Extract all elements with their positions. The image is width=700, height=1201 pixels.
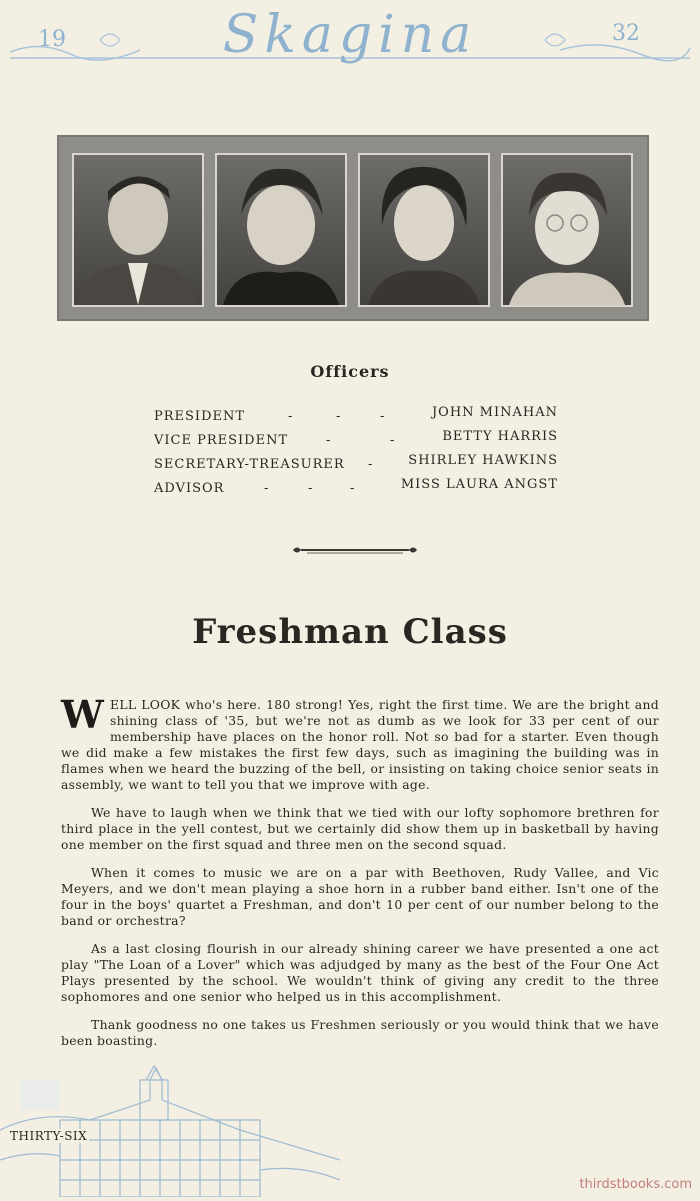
paragraph: When it comes to music we are on a par with Beethoven, Rudy Vallee, and Vic Meyers, and we don't mean playing a shoe horn in a rubber band either. Isn't one of the four in the boys' quartet a Freshman, and don't 10 per cent of our number belong to the band or orchestra? bbox=[61, 865, 659, 928]
yearbook-header bbox=[0, 0, 700, 80]
article-body bbox=[61, 692, 659, 1061]
paragraph: As a last closing flourish in our already shining career we have presented a one act play "The Loan of a Lover" which was adjudged by many as the best of the Four One Act Plays presented by the school. We wouldn't think of giving any credit to the three sophomores and one senior who helped us in this accomplishment. bbox=[61, 941, 659, 1004]
watermark: thirdstbooks.com bbox=[579, 1177, 692, 1192]
dash-leader: - bbox=[288, 409, 294, 424]
portrait-photo bbox=[215, 153, 347, 307]
header-title: Skagina bbox=[222, 5, 478, 65]
portrait-photo bbox=[72, 153, 204, 307]
officer-row bbox=[154, 405, 558, 429]
officer-name: JOHN MINAHAN bbox=[431, 405, 558, 420]
header-year-left: 19 bbox=[38, 27, 66, 52]
page-number: THIRTY-SIX bbox=[10, 1129, 88, 1143]
officer-name: BETTY HARRIS bbox=[442, 429, 558, 444]
ornamental-divider bbox=[293, 541, 417, 553]
portrait-photo bbox=[501, 153, 633, 307]
paragraph: Thank goodness no one takes us Freshmen seriously or you would think that we have been boasting. bbox=[61, 1017, 659, 1048]
dash-leader: - bbox=[368, 457, 374, 472]
dash-leader: - bbox=[350, 481, 356, 496]
officer-row bbox=[154, 453, 558, 477]
paragraph: We have to laugh when we think that we tied with our lofty sophomore brethren for third place in the yell contest, but we certainly did show them up in basketball by having one member on the first squad and three men on the second squad. bbox=[61, 805, 659, 852]
dash-leader: - bbox=[264, 481, 270, 496]
officer-row bbox=[154, 429, 558, 453]
paragraph-text: ELL LOOK who's here. 180 strong! Yes, right the first time. We are the bright and shining class of '35, but we're not as dumb as we look for 33 per cent of our membership have places on the honor roll. Not so bad for a starter. Even though we did make a few mistakes the first few days, such as imagining the building was in flames when we heard the buzzing of the bell, or insisting on taking choice senior seats in assembly, we want to tell you that we improve with age. bbox=[61, 697, 659, 792]
officer-name: MISS LAURA ANGST bbox=[400, 477, 558, 492]
portrait-photo bbox=[358, 153, 490, 307]
officer-title: PRESIDENT bbox=[154, 409, 246, 424]
drop-cap: W bbox=[61, 692, 104, 737]
section-title: Freshman Class bbox=[192, 612, 508, 652]
paragraph bbox=[61, 692, 659, 793]
officer-title: ADVISOR bbox=[154, 481, 225, 496]
header-year-right: 32 bbox=[612, 21, 640, 46]
officers-heading: Officers bbox=[310, 362, 390, 381]
officer-title: VICE PRESIDENT bbox=[154, 433, 289, 448]
dash-leader: - bbox=[326, 433, 332, 448]
dash-leader: - bbox=[308, 481, 314, 496]
dash-leader: - bbox=[380, 409, 386, 424]
dash-leader: - bbox=[336, 409, 342, 424]
dash-leader: - bbox=[390, 433, 396, 448]
officer-portraits bbox=[57, 135, 649, 321]
officers-list bbox=[154, 405, 558, 501]
officer-name: SHIRLEY HAWKINS bbox=[408, 453, 558, 468]
officer-title: SECRETARY-TREASURER bbox=[154, 457, 345, 472]
officer-row bbox=[154, 477, 558, 501]
